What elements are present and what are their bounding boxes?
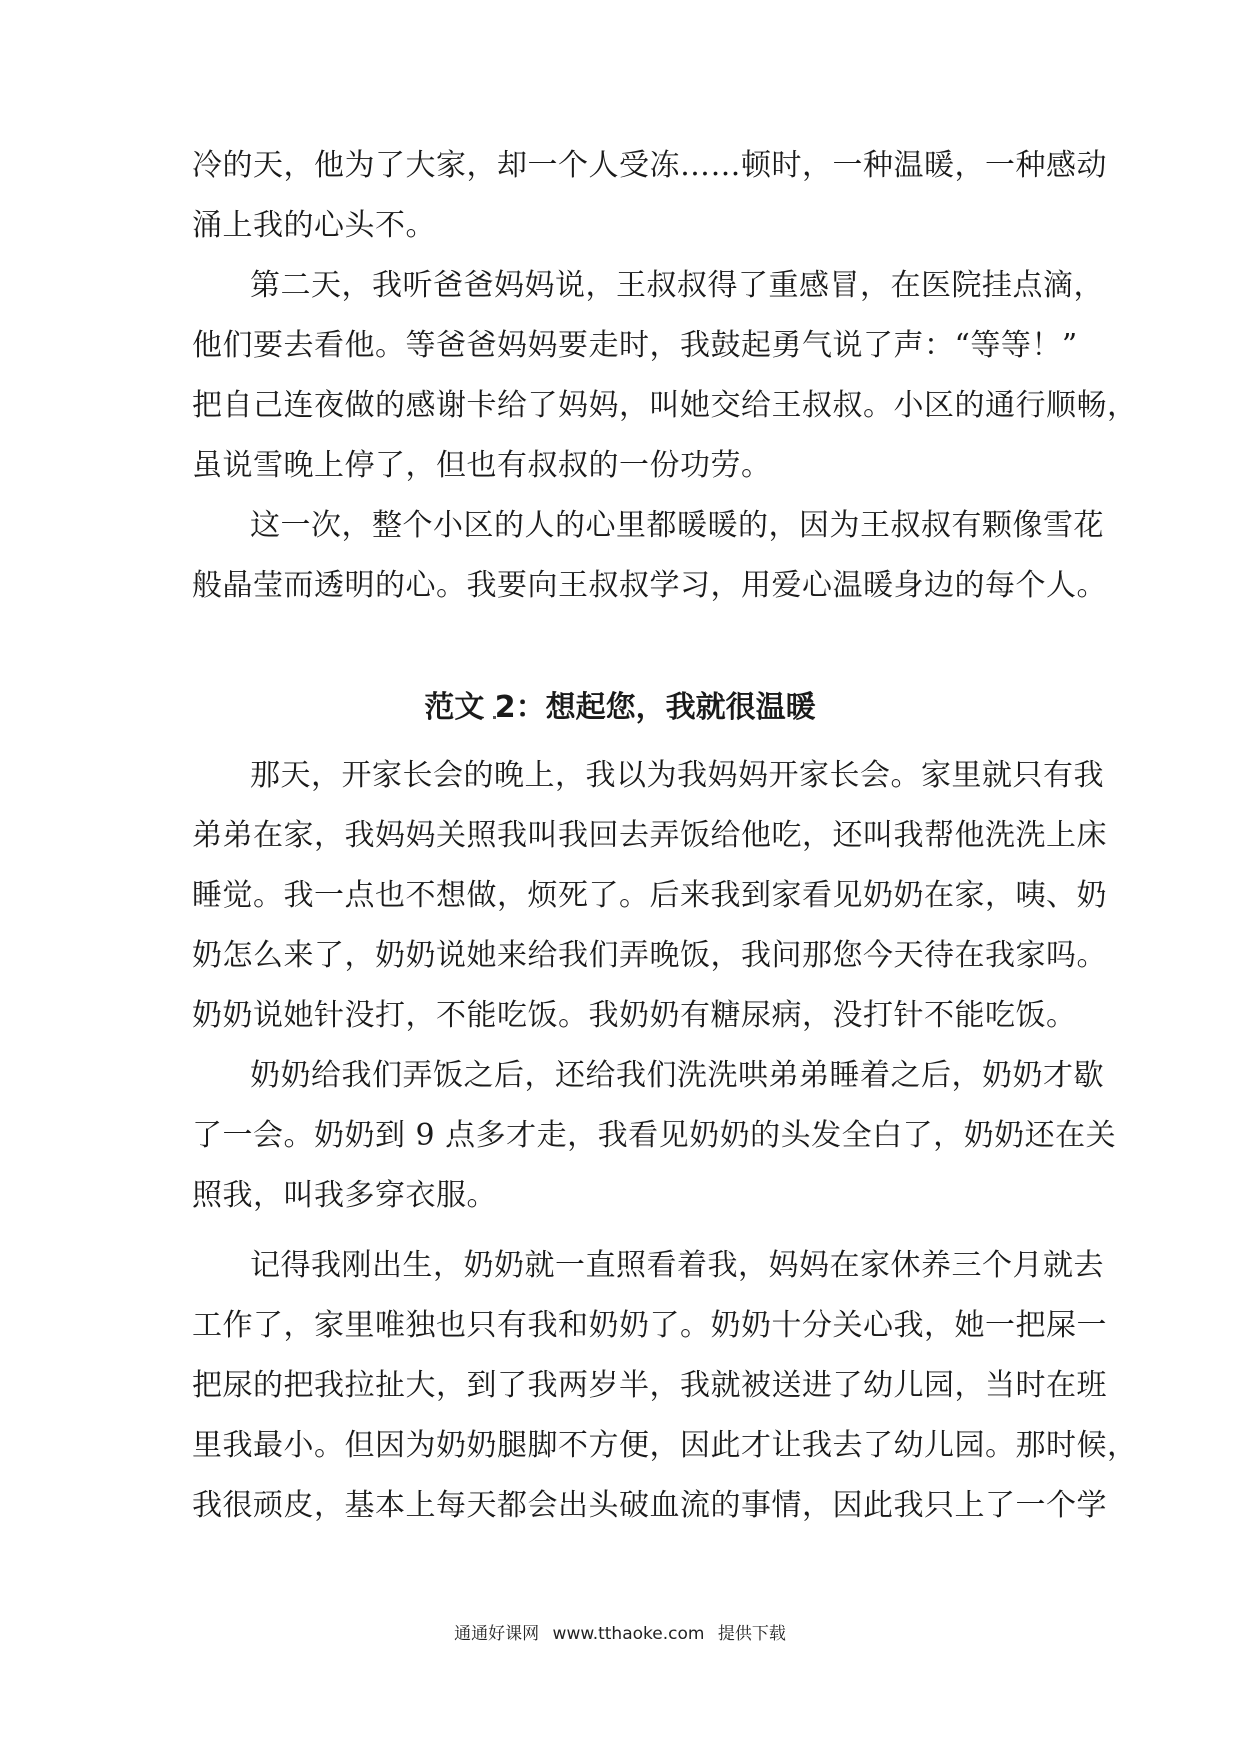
text-line: 里我最小。但因为奶奶腿脚不方便，因此才让我去了幼儿园。那时候， bbox=[192, 1428, 1138, 1463]
text-line: 般晶莹而透明的心。我要向王叔叔学习，用爱心温暖身边的每个人。 bbox=[192, 568, 1107, 603]
text-line: 第二天，我听爸爸妈妈说，王叔叔得了重感冒，在医院挂点滴， bbox=[250, 268, 1104, 303]
text-line: 奶奶说她针没打，不能吃饭。我奶奶有糖尿病，没打针不能吃饭。 bbox=[192, 998, 1077, 1033]
text-line: 了一会。奶奶到 9 点多才走，我看见奶奶的头发全白了，奶奶还在关 bbox=[192, 1118, 1117, 1153]
text-line: 奶怎么来了，奶奶说她来给我们弄晚饭，我问那您今天待在我家吗。 bbox=[192, 938, 1107, 973]
text-line: 那天，开家长会的晚上，我以为我妈妈开家长会。家里就只有我 bbox=[250, 758, 1104, 793]
text-line: 记得我刚出生，奶奶就一直照看着我，妈妈在家休养三个月就去 bbox=[250, 1248, 1104, 1283]
page-footer bbox=[0, 1622, 1240, 1646]
text-line: 这一次，整个小区的人的心里都暖暖的，因为王叔叔有颗像雪花 bbox=[250, 508, 1104, 543]
text-line: 弟弟在家，我妈妈关照我叫我回去弄饭给他吃，还叫我帮他洗洗上床 bbox=[192, 818, 1107, 853]
text-line: 奶奶给我们弄饭之后，还给我们洗洗哄弟弟睡着之后，奶奶才歇 bbox=[250, 1058, 1104, 1093]
footer-url[interactable]: www.tthaoke.com bbox=[552, 1624, 705, 1644]
text-line: 虽说雪晚上停了，但也有叔叔的一份功劳。 bbox=[192, 448, 772, 483]
footer-suffix: 提供下载 bbox=[717, 1624, 786, 1644]
text-line: 冷的天，他为了大家，却一个人受冻……顿时，一种温暖，一种感动 bbox=[192, 148, 1107, 183]
text-line: 我很顽皮，基本上每天都会出头破血流的事情，因此我只上了一个学 bbox=[192, 1488, 1107, 1523]
text-line: 涌上我的心头不。 bbox=[192, 208, 436, 243]
text-line: 把自己连夜做的感谢卡给了妈妈，叫她交给王叔叔。小区的通行顺畅， bbox=[192, 388, 1138, 423]
text-line: 他们要去看他。等爸爸妈妈要走时，我鼓起勇气说了声：“等等！” bbox=[192, 328, 1078, 363]
text-line: 把尿的把我拉扯大，到了我两岁半，我就被送进了幼儿园，当时在班 bbox=[192, 1368, 1107, 1403]
footer-site-name: 通通好课网 bbox=[454, 1624, 540, 1644]
text-line: 睡觉。我一点也不想做，烦死了。后来我到家看见奶奶在家，咦、奶 bbox=[192, 878, 1107, 913]
section-heading: 范文 2：想起您，我就很温暖 bbox=[424, 690, 816, 725]
text-line: 照我，叫我多穿衣服。 bbox=[192, 1178, 497, 1213]
text-line: 工作了，家里唯独也只有我和奶奶了。奶奶十分关心我，她一把屎一 bbox=[192, 1308, 1107, 1343]
